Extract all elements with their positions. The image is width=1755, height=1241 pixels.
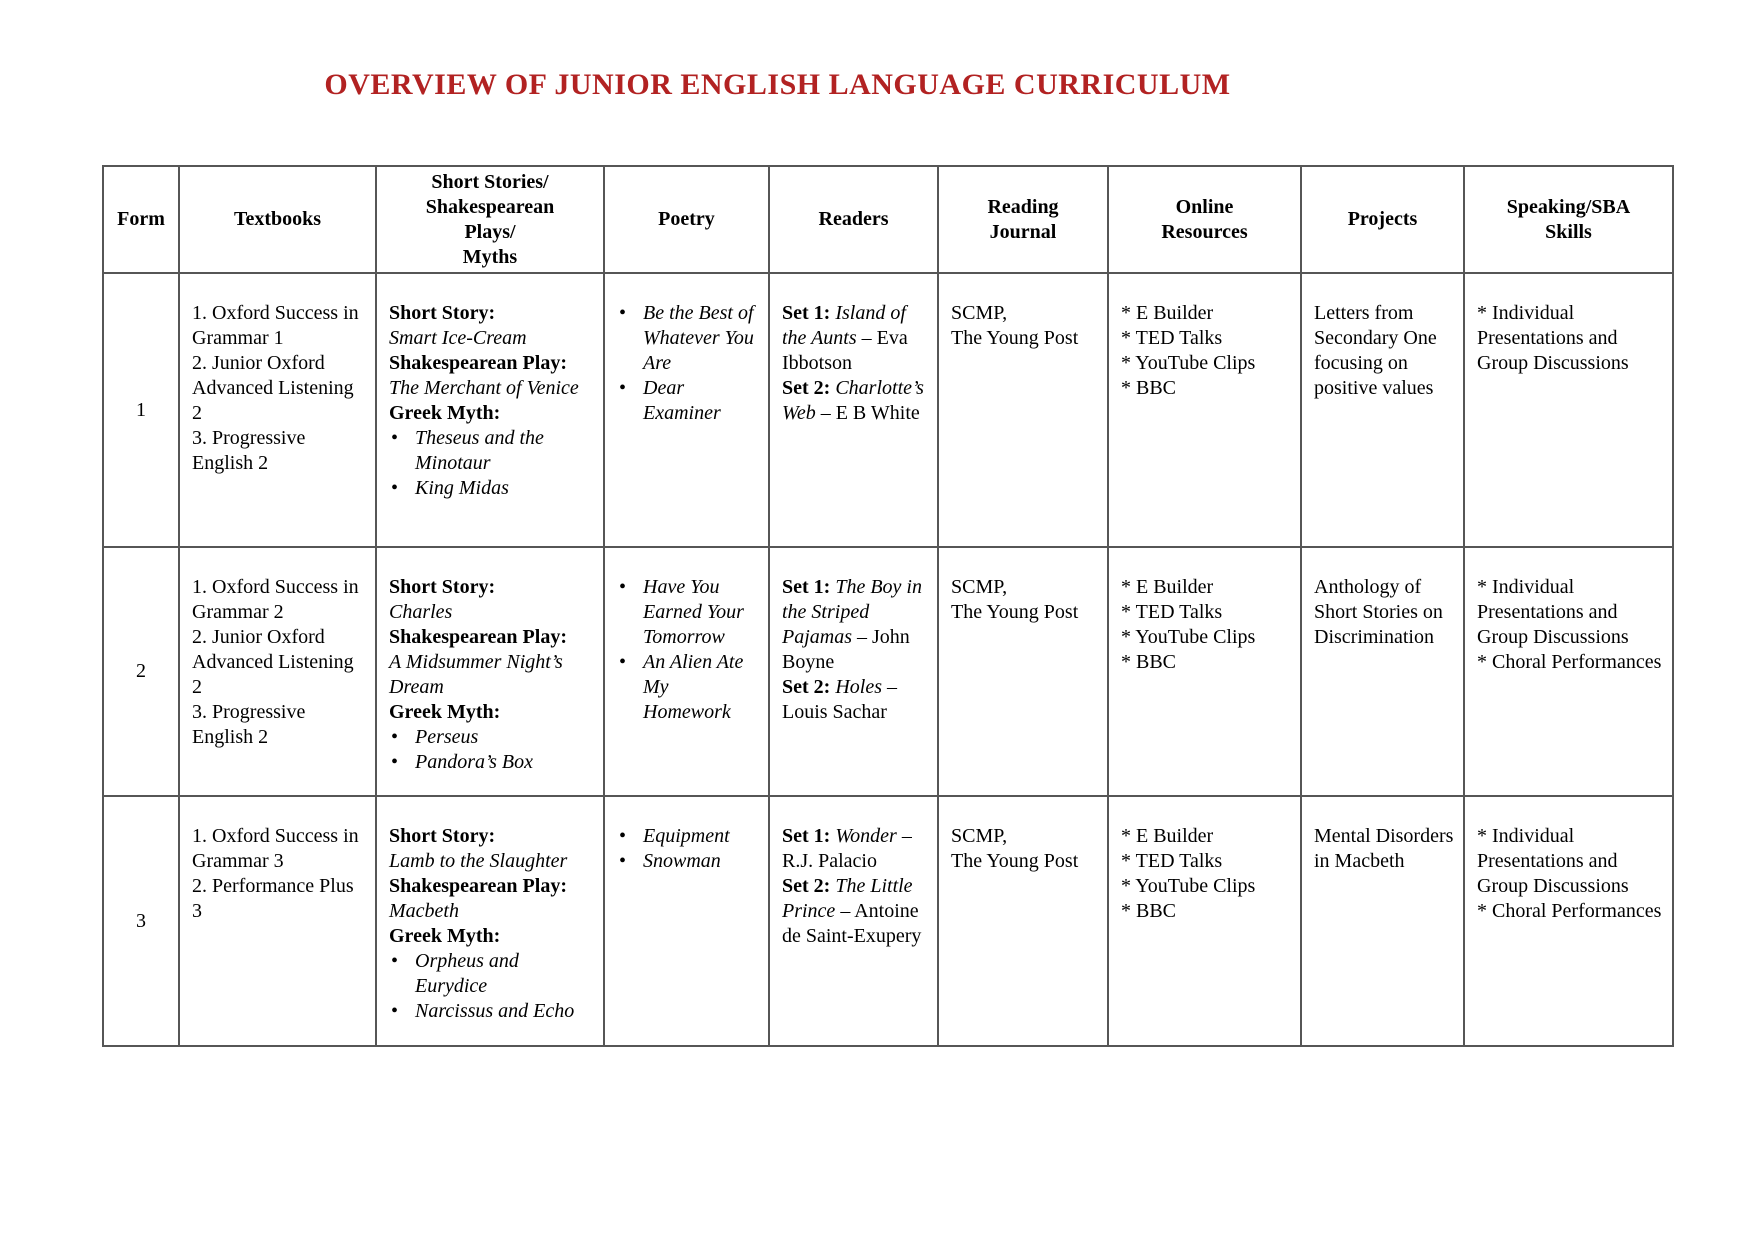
bullet-dot: • bbox=[619, 651, 627, 673]
text-run: Shakespearean Play: bbox=[389, 352, 567, 374]
text-run: Narcissus and Echo bbox=[415, 1000, 575, 1022]
text-runs bbox=[192, 626, 354, 698]
bullet-item bbox=[617, 301, 760, 376]
text-runs bbox=[389, 626, 567, 648]
text-runs bbox=[1121, 626, 1255, 648]
bullet-dot: • bbox=[391, 950, 399, 972]
text-runs bbox=[951, 327, 1078, 349]
text-runs bbox=[192, 352, 354, 424]
text-run: Set 1: bbox=[782, 825, 836, 847]
text-line bbox=[1477, 899, 1664, 924]
text-runs bbox=[1121, 825, 1213, 847]
bullet-dot: • bbox=[619, 377, 627, 399]
text-line bbox=[389, 600, 595, 625]
cell-literature bbox=[376, 273, 604, 547]
text-runs bbox=[1121, 601, 1222, 623]
cell-textbooks bbox=[179, 547, 376, 796]
text-run: * YouTube Clips bbox=[1121, 875, 1256, 897]
text-line bbox=[389, 326, 595, 351]
bullet-dot: • bbox=[619, 850, 627, 872]
text-run: * BBC bbox=[1121, 377, 1177, 399]
bullet-dot: • bbox=[619, 825, 627, 847]
bullet-item bbox=[389, 949, 595, 999]
text-line bbox=[389, 401, 595, 426]
text-run: The Boy in the Striped Pajamas bbox=[782, 576, 922, 648]
text-runs bbox=[951, 601, 1078, 623]
text-run: * Choral Performances bbox=[1477, 651, 1662, 673]
text-run: Shakespearean Play: bbox=[389, 875, 567, 897]
cell-poetry bbox=[604, 796, 769, 1046]
text-line bbox=[1314, 575, 1455, 650]
text-runs bbox=[1477, 302, 1629, 374]
text-runs bbox=[1121, 377, 1176, 399]
text-run: Shakespearean Play: bbox=[389, 626, 567, 648]
text-line bbox=[782, 874, 929, 949]
text-line bbox=[389, 924, 595, 949]
column-header-literature: Short Stories/ Shakespearean Plays/ Myths bbox=[376, 166, 604, 273]
bullet-item bbox=[389, 476, 595, 501]
text-run: Have You Earned Your Tomorrow bbox=[643, 576, 744, 648]
bullet-dot: • bbox=[391, 427, 399, 449]
text-runs bbox=[389, 875, 567, 897]
text-run: Short Story: bbox=[389, 825, 496, 847]
cell-speaking bbox=[1464, 273, 1673, 547]
text-run: The Little Prince bbox=[782, 875, 913, 922]
text-run: Wonder bbox=[835, 825, 897, 847]
text-line bbox=[389, 625, 595, 650]
text-run: Set 2: bbox=[782, 875, 836, 897]
text-runs bbox=[389, 352, 567, 374]
text-run: Pandora’s Box bbox=[415, 751, 533, 773]
cell-projects bbox=[1301, 273, 1464, 547]
text-runs bbox=[643, 301, 760, 376]
text-run: Equipment bbox=[643, 825, 730, 847]
text-line bbox=[1121, 575, 1292, 600]
text-line bbox=[192, 824, 367, 874]
text-line bbox=[389, 849, 595, 874]
text-runs bbox=[192, 701, 305, 748]
bullet-dot: • bbox=[619, 302, 627, 324]
text-runs bbox=[415, 725, 595, 750]
text-line bbox=[782, 824, 929, 874]
text-runs bbox=[415, 999, 595, 1024]
text-line bbox=[1121, 376, 1292, 401]
text-runs bbox=[951, 825, 1007, 847]
text-run: – John Boyne bbox=[782, 626, 910, 673]
text-line bbox=[389, 650, 595, 700]
bullet-item bbox=[617, 650, 760, 725]
text-runs bbox=[782, 302, 908, 374]
text-runs bbox=[951, 850, 1078, 872]
cell-readers bbox=[769, 547, 938, 796]
text-run: Macbeth bbox=[389, 900, 459, 922]
text-line bbox=[389, 700, 595, 725]
bullet-item bbox=[389, 426, 595, 476]
text-line bbox=[951, 824, 1099, 849]
text-runs bbox=[389, 900, 459, 922]
text-line bbox=[1121, 899, 1292, 924]
text-run: 1. Oxford Success in Grammar 3 bbox=[192, 825, 359, 872]
text-runs bbox=[1121, 302, 1213, 324]
text-run: 3. Progressive English 2 bbox=[192, 701, 306, 748]
text-runs bbox=[389, 701, 500, 723]
text-run: – E B White bbox=[815, 402, 920, 424]
text-runs bbox=[389, 377, 579, 399]
bullet-dot: • bbox=[619, 576, 627, 598]
table-header-row bbox=[103, 166, 1673, 273]
cell-literature bbox=[376, 547, 604, 796]
text-line bbox=[1121, 600, 1292, 625]
cell-poetry bbox=[604, 547, 769, 796]
text-run: 1. Oxford Success in Grammar 1 bbox=[192, 302, 359, 349]
text-runs bbox=[192, 576, 359, 623]
text-runs bbox=[192, 825, 359, 872]
text-runs bbox=[389, 576, 495, 598]
text-runs bbox=[782, 377, 924, 424]
text-runs bbox=[1314, 576, 1443, 648]
text-run: * TED Talks bbox=[1121, 850, 1223, 872]
cell-speaking bbox=[1464, 547, 1673, 796]
text-runs bbox=[643, 650, 760, 725]
bullet-dot: • bbox=[391, 726, 399, 748]
text-run: Mental Disorders in Macbeth bbox=[1314, 825, 1454, 872]
text-runs bbox=[1477, 900, 1661, 922]
text-runs bbox=[1121, 576, 1213, 598]
text-run: Set 1: bbox=[782, 302, 836, 324]
bullet-item bbox=[389, 750, 595, 775]
text-run: Anthology of Short Stories on Discrimination bbox=[1314, 576, 1443, 648]
table-row-form-3 bbox=[103, 796, 1673, 1046]
column-header-reading_journal: Reading Journal bbox=[938, 166, 1108, 273]
text-runs bbox=[415, 426, 595, 476]
bullet-item bbox=[389, 725, 595, 750]
text-line bbox=[951, 849, 1099, 874]
text-line bbox=[192, 575, 367, 625]
text-line bbox=[1121, 301, 1292, 326]
bullet-item bbox=[389, 999, 595, 1024]
text-line bbox=[782, 301, 929, 376]
text-run: 2. Junior Oxford Advanced Listening 2 bbox=[192, 626, 354, 698]
bullet-dot: • bbox=[391, 1000, 399, 1022]
text-line bbox=[1121, 849, 1292, 874]
text-run: Island of the Aunts bbox=[782, 302, 906, 349]
text-runs bbox=[389, 925, 500, 947]
text-run: Short Story: bbox=[389, 576, 496, 598]
text-run: – Antoine de Saint-Exupery bbox=[782, 900, 922, 947]
bullet-item bbox=[617, 376, 760, 426]
text-run: * Choral Performances bbox=[1477, 900, 1662, 922]
column-header-online_resources: Online Resources bbox=[1108, 166, 1301, 273]
cell-readers bbox=[769, 273, 938, 547]
text-runs bbox=[951, 576, 1007, 598]
text-run: 2. Junior Oxford Advanced Listening 2 bbox=[192, 352, 354, 424]
text-run: The Merchant of Venice bbox=[389, 377, 579, 399]
column-header-textbooks: Textbooks bbox=[179, 166, 376, 273]
text-line bbox=[1477, 301, 1664, 376]
text-run: Short Story: bbox=[389, 302, 496, 324]
text-line bbox=[192, 625, 367, 700]
text-line bbox=[389, 824, 595, 849]
text-runs bbox=[1477, 651, 1661, 673]
column-header-poetry: Poetry bbox=[604, 166, 769, 273]
text-run: Set 2: bbox=[782, 377, 836, 399]
text-line bbox=[192, 351, 367, 426]
cell-speaking bbox=[1464, 796, 1673, 1046]
text-run: 2. Performance Plus 3 bbox=[192, 875, 354, 922]
text-run: Greek Myth: bbox=[389, 402, 501, 424]
text-runs bbox=[389, 651, 563, 698]
text-runs bbox=[192, 302, 359, 349]
text-runs bbox=[643, 575, 760, 650]
text-line bbox=[782, 575, 929, 675]
text-run: Perseus bbox=[415, 726, 479, 748]
text-line bbox=[192, 301, 367, 351]
text-runs bbox=[643, 376, 760, 426]
text-run: King Midas bbox=[415, 477, 509, 499]
text-line bbox=[1121, 625, 1292, 650]
text-runs bbox=[782, 676, 897, 723]
text-run: SCMP, bbox=[951, 576, 1008, 598]
text-run: * YouTube Clips bbox=[1121, 626, 1256, 648]
text-runs bbox=[643, 824, 760, 849]
text-run: – Louis Sachar bbox=[782, 676, 897, 723]
text-runs bbox=[1314, 302, 1437, 399]
bullet-item bbox=[617, 824, 760, 849]
text-line bbox=[389, 899, 595, 924]
text-run: * Individual Presentations and Group Discussions bbox=[1477, 576, 1629, 648]
text-line bbox=[1121, 874, 1292, 899]
text-runs bbox=[643, 849, 760, 874]
column-header-form: Form bbox=[103, 166, 179, 273]
text-runs bbox=[389, 850, 567, 872]
text-run: Greek Myth: bbox=[389, 925, 501, 947]
column-header-readers: Readers bbox=[769, 166, 938, 273]
text-runs bbox=[389, 402, 500, 424]
text-line bbox=[1121, 326, 1292, 351]
text-line bbox=[192, 426, 367, 476]
curriculum-table bbox=[102, 165, 1674, 1047]
text-runs bbox=[782, 825, 912, 872]
text-runs bbox=[1121, 327, 1222, 349]
text-line bbox=[782, 376, 929, 426]
text-line bbox=[192, 874, 367, 924]
text-line bbox=[389, 376, 595, 401]
text-run: Holes bbox=[835, 676, 882, 698]
table-row-form-1 bbox=[103, 273, 1673, 547]
text-runs bbox=[1121, 352, 1255, 374]
cell-reading_journal bbox=[938, 273, 1108, 547]
text-run: Theseus and the Minotaur bbox=[415, 427, 544, 474]
text-runs bbox=[1121, 651, 1176, 673]
cell-projects bbox=[1301, 796, 1464, 1046]
cell-textbooks bbox=[179, 796, 376, 1046]
text-run: * TED Talks bbox=[1121, 327, 1223, 349]
text-line bbox=[192, 700, 367, 750]
text-line bbox=[1477, 575, 1664, 650]
text-runs bbox=[951, 302, 1007, 324]
text-run: SCMP, bbox=[951, 302, 1008, 324]
text-line bbox=[1314, 824, 1455, 874]
text-line bbox=[389, 301, 595, 326]
text-run: An Alien Ate My Homework bbox=[643, 651, 744, 723]
text-runs bbox=[1121, 875, 1255, 897]
text-run: SCMP, bbox=[951, 825, 1008, 847]
text-runs bbox=[782, 875, 921, 947]
text-run: Smart Ice-Cream bbox=[389, 327, 527, 349]
text-run: – Eva Ibbotson bbox=[782, 327, 908, 374]
text-runs bbox=[1477, 825, 1629, 897]
text-line bbox=[1121, 824, 1292, 849]
bullet-item bbox=[617, 575, 760, 650]
text-runs bbox=[389, 825, 495, 847]
text-runs bbox=[1121, 850, 1222, 872]
text-runs bbox=[415, 949, 595, 999]
cell-online_resources bbox=[1108, 796, 1301, 1046]
cell-form: 3 bbox=[103, 796, 179, 1046]
text-line bbox=[1477, 650, 1664, 675]
text-run: The Young Post bbox=[951, 850, 1079, 872]
text-line bbox=[1314, 301, 1455, 401]
text-run: 3. Progressive English 2 bbox=[192, 427, 306, 474]
text-run: Orpheus and Eurydice bbox=[415, 950, 519, 997]
text-runs bbox=[1121, 900, 1176, 922]
table-row-form-2 bbox=[103, 547, 1673, 796]
text-runs bbox=[782, 576, 922, 673]
text-run: The Young Post bbox=[951, 327, 1079, 349]
cell-reading_journal bbox=[938, 796, 1108, 1046]
text-runs bbox=[389, 327, 527, 349]
cell-form: 2 bbox=[103, 547, 179, 796]
text-runs bbox=[415, 750, 595, 775]
text-line bbox=[951, 575, 1099, 600]
column-header-projects: Projects bbox=[1301, 166, 1464, 273]
text-run: Lamb to the Slaughter bbox=[389, 850, 568, 872]
text-run: * E Builder bbox=[1121, 302, 1214, 324]
text-line bbox=[1121, 650, 1292, 675]
text-run: Charles bbox=[389, 601, 453, 623]
text-run: Snowman bbox=[643, 850, 721, 872]
text-runs bbox=[415, 476, 595, 501]
text-line bbox=[1121, 351, 1292, 376]
text-run: The Young Post bbox=[951, 601, 1079, 623]
text-runs bbox=[192, 875, 354, 922]
text-run: Set 1: bbox=[782, 576, 836, 598]
bullet-dot: • bbox=[391, 477, 399, 499]
text-run: Charlotte’s Web bbox=[782, 377, 924, 424]
text-line bbox=[389, 874, 595, 899]
text-runs bbox=[192, 427, 305, 474]
text-line bbox=[389, 575, 595, 600]
text-line bbox=[782, 675, 929, 725]
cell-online_resources bbox=[1108, 547, 1301, 796]
text-line bbox=[389, 351, 595, 376]
text-run: 1. Oxford Success in Grammar 2 bbox=[192, 576, 359, 623]
text-run: Dear Examiner bbox=[643, 377, 721, 424]
text-line bbox=[951, 600, 1099, 625]
text-run: Set 2: bbox=[782, 676, 836, 698]
text-run: * TED Talks bbox=[1121, 601, 1223, 623]
text-line bbox=[1477, 824, 1664, 899]
cell-poetry bbox=[604, 273, 769, 547]
text-runs bbox=[389, 302, 495, 324]
text-line bbox=[951, 301, 1099, 326]
cell-reading_journal bbox=[938, 547, 1108, 796]
text-run: * BBC bbox=[1121, 651, 1177, 673]
text-line bbox=[951, 326, 1099, 351]
text-run: * E Builder bbox=[1121, 576, 1214, 598]
bullet-dot: • bbox=[391, 751, 399, 773]
text-run: * YouTube Clips bbox=[1121, 352, 1256, 374]
text-run: * Individual Presentations and Group Discussions bbox=[1477, 825, 1629, 897]
document-title: OVERVIEW OF JUNIOR ENGLISH LANGUAGE CURRICULUM bbox=[324, 68, 1231, 101]
cell-projects bbox=[1301, 547, 1464, 796]
cell-textbooks bbox=[179, 273, 376, 547]
text-run: – R.J. Palacio bbox=[782, 825, 912, 872]
text-runs bbox=[1477, 576, 1629, 648]
text-run: Be the Best of Whatever You Are bbox=[643, 302, 754, 374]
column-header-speaking: Speaking/SBA Skills bbox=[1464, 166, 1673, 273]
text-run: * Individual Presentations and Group Discussions bbox=[1477, 302, 1629, 374]
cell-form: 1 bbox=[103, 273, 179, 547]
bullet-item bbox=[617, 849, 760, 874]
text-runs bbox=[1314, 825, 1453, 872]
text-run: * BBC bbox=[1121, 900, 1177, 922]
text-run: A Midsummer Night’s Dream bbox=[389, 651, 563, 698]
text-run: * E Builder bbox=[1121, 825, 1214, 847]
text-run: Greek Myth: bbox=[389, 701, 501, 723]
text-run: Letters from Secondary One focusing on positive values bbox=[1314, 302, 1437, 399]
cell-literature bbox=[376, 796, 604, 1046]
cell-readers bbox=[769, 796, 938, 1046]
text-runs bbox=[389, 601, 452, 623]
cell-online_resources bbox=[1108, 273, 1301, 547]
